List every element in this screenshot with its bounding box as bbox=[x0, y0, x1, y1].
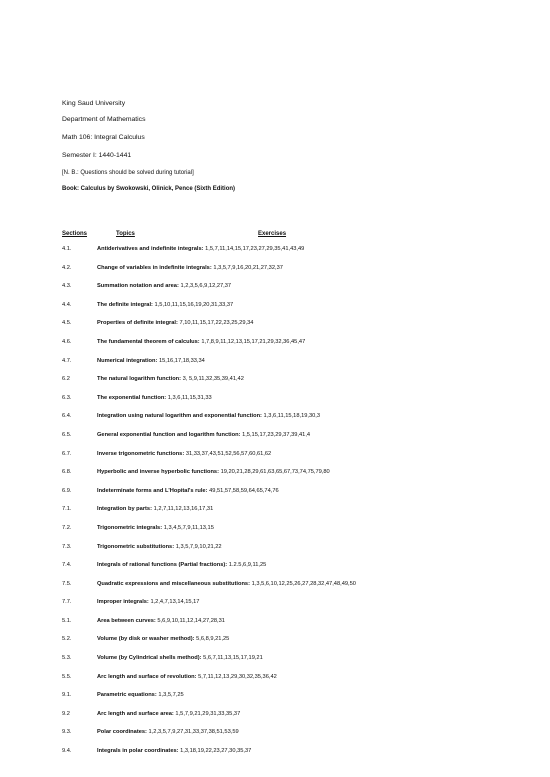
section-topic-line bbox=[97, 674, 277, 680]
section-topic-line bbox=[97, 451, 271, 457]
section-topic: Summation notation and area: bbox=[97, 283, 179, 290]
section-topic-line bbox=[97, 729, 239, 735]
section-exercises: 7,10,11,15,17,22,23,25,29,34 bbox=[179, 320, 254, 327]
column-exercises: Exercises bbox=[258, 231, 287, 237]
section-topic: The definite integral: bbox=[97, 301, 153, 308]
section-exercises: 31,33,37,43,51,52,56,57,60,61,62 bbox=[185, 450, 272, 457]
section-number: 9.2 bbox=[62, 710, 70, 717]
section-topic: Trigonometric substitutions: bbox=[97, 543, 175, 550]
section-topic: Trigonometric integrals: bbox=[97, 524, 163, 531]
section-row bbox=[62, 339, 542, 358]
section-topic-line bbox=[97, 320, 253, 326]
section-number: 6.4. bbox=[62, 413, 72, 420]
section-number: 5.5. bbox=[62, 673, 72, 680]
section-topic-line bbox=[97, 469, 330, 475]
section-number: 7.1. bbox=[62, 506, 72, 513]
section-number: 4.5. bbox=[62, 320, 72, 327]
section-exercises: 1,3,18,19,22,23,27,30,35,37 bbox=[180, 748, 252, 755]
section-row bbox=[62, 544, 542, 563]
course-title: Math 106: Integral Calculus bbox=[62, 134, 145, 141]
section-row bbox=[62, 655, 542, 674]
section-topic-line bbox=[97, 488, 279, 494]
section-row bbox=[62, 413, 542, 432]
section-row bbox=[62, 488, 542, 507]
section-exercises: 5,6,9,10,11,12,14,27,28,31 bbox=[157, 617, 225, 624]
section-topic-line bbox=[97, 618, 225, 624]
section-topic: Arc length and surface of revolution: bbox=[97, 673, 197, 680]
section-topic: Integration by parts: bbox=[97, 506, 152, 513]
section-row bbox=[62, 469, 542, 488]
section-exercises: 1,3,6,11,15,31,33 bbox=[167, 394, 212, 401]
section-topic-line bbox=[97, 692, 184, 698]
section-topic-line bbox=[97, 358, 205, 364]
section-topic-line bbox=[97, 506, 213, 512]
section-number: 4.7. bbox=[62, 357, 72, 364]
section-topic: Integrals in polar coordinates: bbox=[97, 748, 179, 755]
section-exercises: 1,3,5,7,25 bbox=[158, 692, 184, 699]
section-topic: Antiderivatives and indefinite integrals: bbox=[97, 246, 204, 252]
section-topic: Volume (by disk or washer method): bbox=[97, 636, 195, 643]
semester: Semester I: 1440-1441 bbox=[62, 152, 132, 159]
section-exercises: 1,3,5,6,10,12,25,26,27,28,32,47,48,49,50 bbox=[251, 580, 356, 587]
section-topic-line bbox=[97, 265, 283, 271]
section-row bbox=[62, 748, 542, 767]
section-topic-line bbox=[97, 246, 304, 252]
section-topic-line bbox=[97, 376, 244, 382]
section-number: 7.4. bbox=[62, 562, 72, 569]
section-topic: The fundamental theorem of calculus: bbox=[97, 338, 200, 345]
section-row bbox=[62, 562, 542, 581]
section-row bbox=[62, 283, 542, 302]
section-row bbox=[62, 451, 542, 470]
section-topic: Indeterminate forms and L'Hopital's rule: bbox=[97, 487, 208, 494]
section-exercises: 1,2,4,7,13,14,15,17 bbox=[150, 599, 200, 606]
section-topic-line bbox=[97, 599, 199, 605]
section-row bbox=[62, 265, 542, 284]
section-row bbox=[62, 729, 542, 748]
section-topic: Hyperbolic and inverse hyperbolic functions: bbox=[97, 469, 219, 476]
textbook: Book: Calculus by Swokowski, Olinick, Pence (Sixth Edition) bbox=[62, 186, 236, 192]
section-exercises: 1,3,5,7,9,16,20,21,27,32,37 bbox=[213, 264, 283, 271]
section-topic-line bbox=[97, 525, 214, 531]
section-exercises: 1,3,6,11,15,18,19,30,3 bbox=[263, 413, 321, 420]
section-exercises: 1,5,15,17,23,29,37,39,41,4 bbox=[242, 431, 311, 438]
section-number: 4.2. bbox=[62, 264, 72, 271]
section-row bbox=[62, 376, 542, 395]
section-exercises: 1,2,3,5,7,9,27,31,33,37,38,51,53,59 bbox=[148, 729, 239, 736]
section-number: 5.1. bbox=[62, 617, 72, 624]
section-topic-line bbox=[97, 636, 229, 642]
column-topics: Topics bbox=[116, 231, 135, 237]
section-topic: Quadratic expressions and miscellaneous substitutions: bbox=[97, 580, 250, 587]
tutorial-note: [N. B.: Questions should be solved during tutorial] bbox=[62, 170, 194, 176]
section-number: 5.2. bbox=[62, 636, 72, 643]
section-number: 6.5. bbox=[62, 431, 72, 438]
section-topic: Numerical integration: bbox=[97, 357, 158, 364]
section-topic: The exponential function: bbox=[97, 394, 167, 401]
section-number: 5.3. bbox=[62, 655, 72, 662]
section-exercises: 1,2,3,5,6,9,12,27,37 bbox=[180, 283, 232, 290]
section-topic: The natural logarithm function: bbox=[97, 376, 182, 383]
section-topic-line bbox=[97, 339, 305, 345]
section-exercises: 1,3,4,5,7,9,11,13,15 bbox=[163, 524, 214, 531]
section-topic: General exponential function and logarithm function: bbox=[97, 431, 241, 438]
section-number: 9.4. bbox=[62, 748, 72, 755]
department-name: Department of Mathematics bbox=[62, 116, 146, 123]
section-number: 6.2 bbox=[62, 376, 70, 383]
section-number: 7.7. bbox=[62, 599, 72, 606]
section-exercises: 1,7,8,9,11,12,13,15,17,21,29,32,36,45,47 bbox=[201, 338, 306, 345]
section-row bbox=[62, 506, 542, 525]
section-number: 9.3. bbox=[62, 729, 72, 736]
section-topic: Parametric equations: bbox=[97, 692, 157, 699]
section-number: 7.5. bbox=[62, 580, 72, 587]
section-topic-line bbox=[97, 581, 356, 587]
section-exercises: 1.2.5,6,9,11,25 bbox=[228, 562, 267, 569]
university-name: King Saud University bbox=[62, 100, 126, 107]
section-exercises: 1,2,7,11,12,13,16,17,31 bbox=[153, 506, 214, 513]
section-row bbox=[62, 302, 542, 321]
section-list bbox=[62, 246, 542, 767]
section-topic-line bbox=[97, 395, 212, 401]
section-row bbox=[62, 395, 542, 414]
section-exercises: 19,20,21,28,29,61,63,65,67,73,74,75,79,80 bbox=[220, 469, 330, 476]
section-topic: Improper integrals: bbox=[97, 599, 149, 606]
section-topic-line bbox=[97, 544, 222, 550]
section-topic-line bbox=[97, 711, 240, 717]
section-exercises: 1,5,7,11,14,15,17,23,27,29,35,41,43,49 bbox=[205, 246, 305, 252]
section-exercises: 3, 5,9,11,32,35,39,41,42 bbox=[182, 376, 244, 383]
section-row bbox=[62, 432, 542, 451]
section-topic-line bbox=[97, 562, 266, 568]
section-row bbox=[62, 692, 542, 711]
section-topic: Area between curves: bbox=[97, 617, 156, 624]
section-number: 6.7. bbox=[62, 450, 72, 457]
section-exercises: 1,5,7,9,21,29,31,33,35,37 bbox=[175, 710, 241, 717]
section-row bbox=[62, 599, 542, 618]
section-topic: Inverse trigonometric functions: bbox=[97, 450, 185, 457]
section-topic-line bbox=[97, 302, 233, 308]
section-number: 6.3. bbox=[62, 394, 72, 401]
column-sections: Sections bbox=[62, 231, 88, 237]
section-row bbox=[62, 525, 542, 544]
section-row bbox=[62, 358, 542, 377]
section-topic-line bbox=[97, 748, 251, 754]
section-number: 4.6. bbox=[62, 338, 72, 345]
section-topic: Integrals of rational functions (Partial fractions): bbox=[97, 562, 228, 569]
section-number: 7.3. bbox=[62, 543, 72, 550]
section-exercises: 49,51,57,58,59,64,65,74,76 bbox=[209, 487, 279, 494]
section-row bbox=[62, 636, 542, 655]
section-topic-line bbox=[97, 432, 310, 438]
section-row bbox=[62, 674, 542, 693]
section-row bbox=[62, 581, 542, 600]
section-topic: Volume (by Cylindrical shells method): bbox=[97, 655, 202, 662]
section-number: 6.8. bbox=[62, 469, 72, 476]
section-exercises: 5,6,8,9,21,25 bbox=[196, 636, 230, 643]
section-topic-line bbox=[97, 655, 263, 661]
section-number: 9.1. bbox=[62, 692, 72, 699]
section-topic: Polar coordinates: bbox=[97, 729, 147, 736]
section-exercises: 5,6,7,11,13,15,17,19,21 bbox=[203, 655, 263, 662]
section-exercises: 15,16,17,18,33,34 bbox=[158, 357, 205, 364]
section-topic: Properties of definite integral: bbox=[97, 320, 178, 327]
section-row bbox=[62, 618, 542, 637]
section-number: 7.2. bbox=[62, 524, 72, 531]
section-row bbox=[62, 320, 542, 339]
section-topic: Change of variables in indefinite integrals: bbox=[97, 264, 212, 271]
section-topic-line bbox=[97, 413, 320, 419]
section-exercises: 1,5,10,11,15,16,19,20,31,33,37 bbox=[154, 301, 234, 308]
section-number: 6.9. bbox=[62, 487, 72, 494]
section-exercises: 1,3,5,7,9,10,21,22 bbox=[175, 543, 222, 550]
section-number: 4.1. bbox=[62, 246, 72, 252]
section-topic: Arc length and surface area: bbox=[97, 710, 174, 717]
section-row bbox=[62, 246, 542, 265]
section-topic: Integration using natural logarithm and exponential function: bbox=[97, 413, 262, 420]
section-number: 4.4. bbox=[62, 301, 72, 308]
section-row bbox=[62, 711, 542, 730]
section-topic-line bbox=[97, 283, 231, 289]
section-exercises: 5,7,11,12,13,29,30,32,35,36,42 bbox=[198, 673, 277, 680]
section-number: 4.3. bbox=[62, 283, 72, 290]
